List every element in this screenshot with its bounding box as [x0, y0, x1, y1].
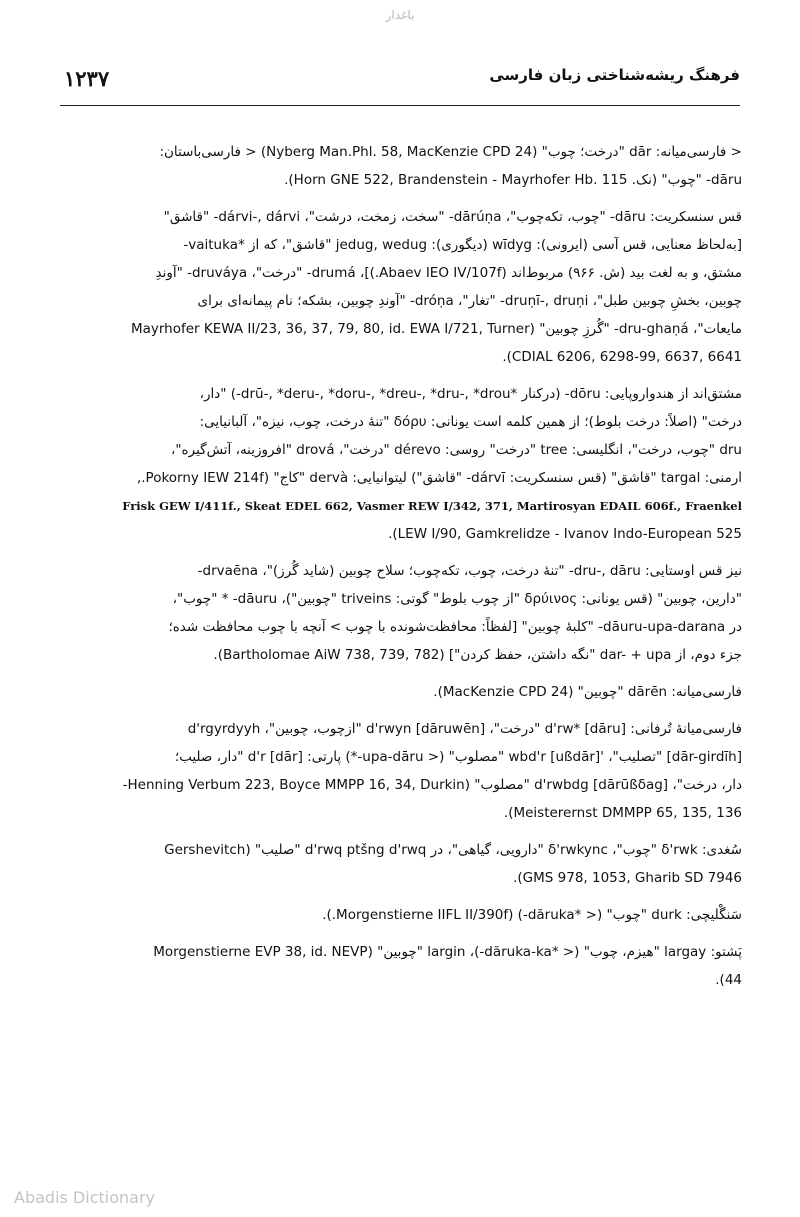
entry-line: ارمنی: targal "قاشق" (قس سنسکریت: dárvī- "قاشق") لیتوانیایی: dervà "کاج" (Pokorny IEW 214f.,: [136, 470, 742, 486]
entry-line: مایعات"، dru-ghaṇá- "گُرزِ چوبین" (Mayrhofer KEWA II/23, 36, 37, 79, 80, id. EWA I/721, Turner: [130, 321, 742, 337]
entry-line: فارسی‌میانه: dārēn "چوبین" (MacKenzie CPD 24).: [433, 684, 742, 700]
entry-line: LEW I/90, Gamkrelidze - Ivanov Indo-European 525).: [388, 526, 742, 542]
entry-line: مشتق‌اند از هندواروپایی: dōru- (درکنار *drū-, *deru-, *doru-, *dreu-, *dru-, *drou-) "دار،: [199, 386, 742, 402]
entry-line: نیز قس اوستایی: dru-, dāru- "تنهٔ درخت، چوب، تکه‌چوب؛ سلاح چوبین (شاید گُرز)"، drvaēna-: [197, 563, 742, 579]
entry-line: [dār-girdīh] "تصلیب"، 'wbd'r [ußdār] "مصلوب" (< upa-dāru-*) پارتی: d'r [dār] "دار، صلیب؛: [174, 749, 742, 765]
entry-line: CDIAL 6206, 6298-99, 6637, 6641).: [502, 349, 742, 365]
entry-line: < فارسی‌میانه: dār "درخت؛ چوب" (Nyberg Man.Phl. 58, MacKenzie CPD 24) < فارسی‌باستان:: [159, 144, 742, 160]
entry-line: جزء دوم، از dar- + upa "نگه داشتن، حفظ کردن"] (Bartholomae AiW 738, 739, 782).: [213, 647, 742, 663]
entry-line: پَشتو: largay "هیزم، چوب" (< *dăruka-ka-)، largin "چوبین" (Morgenstierne EVP 38, id. NEVP: [153, 944, 742, 960]
entry-line: قس سنسکریت: dāru- "چوب، تکه‌چوب"، dārúṇa- "سخت، زمخت، درشت"، dárvi-, dárvi- "قاشق": [163, 209, 742, 225]
entry-line: مشتق، و به لغت بید (ش. ۹۶۶) مربوط‌اند (Abaev IEO IV/107f.)]، drumá- "درخت"، druváya- "آوندِ: [155, 265, 742, 281]
watermark-top: باغدار: [385, 8, 415, 22]
entry-line: Meisterernst DMMPP 65, 135, 136).: [503, 805, 742, 821]
entry-line: GMS 978, 1053, Gharib SD 7946).: [513, 870, 742, 886]
entry-line: "دارین، چوبین" (قس یونانی: δρύινος "از چوب بلوط" گوتی: triveins "چوبین")، dāuru- * "چوب"،: [172, 591, 742, 607]
running-title: فرهنگ ریشه‌شناختی زبان فارسی: [489, 66, 740, 84]
entry-line: در dāuru-upa-darana- "کلبهٔ چوبین" [لفظاً: محافظت‌شونده با چوب > آنچه با چوب محافظت شده؛: [168, 619, 742, 635]
entry-line: [به‌لحاظ معنایی، قس آسی (ایرونی): wīdyg (دیگوری): jedug, wedug "قاشق"، که از *vaituka-: [183, 237, 742, 253]
entry-line: dru "چوب، درخت"، انگلیسی: tree "درخت" روسی: dérevo "درخت"، drová "افروزینه، آتش‌گیره"،: [170, 442, 742, 458]
entry-line: چوبین، بخشِ چوبین طبل"، druṇī-, druṇi- "تغار"، dróṇa- "آوندِ چوبین، بشکه؛ نام پیمانه‌ای برای: [197, 293, 742, 309]
entry-line: درخت" (اصلاً: درخت بلوط)؛ از همین کلمه است یونانی: δόρυ "تنهٔ درخت، چوب، نیزه"، آلبانیایی:: [199, 414, 742, 430]
entry-line: سَنگْلیچی: durk "چوب" (< *dăruka-) (Morgenstierne IIFL II/390f.).: [322, 907, 742, 923]
page-number: ۱۲۳۷: [64, 66, 110, 91]
entry-line: Frisk GEW I/411f., Skeat EDEL 662, Vasmer REW I/342, 371, Martirosyan EDAIL 606f., Fraenkel: [122, 499, 742, 513]
entry-body: [62, 138, 742, 994]
entry-line: 44).: [715, 972, 742, 988]
entry-line: سُغدی: δ'rwk "چوب"، δ'rwkync "دارویی، گیاهی"، در d'rwq ptšng d'rwq "صلیب" (Gershevitch: [164, 842, 742, 858]
entry-line: فارسی‌میانهٔ تُرفانی: d'rw* [dāru] "درخت"، d'rwyn [dāruwēn] "ازچوب، چوبین"، d'rgyrdyyh: [187, 721, 742, 737]
entry-line: dāru- "چوب" (نک. Horn GNE 522, Brandenstein - Mayrhofer Hb. 115).: [284, 172, 742, 188]
header-rule: [60, 105, 740, 106]
entry-line: دار، درخت"، d'rwbdg [dārūßδag] "مصلوب" (Henning Verbum 223, Boyce MMPP 16, 34, Durkin-: [122, 777, 742, 793]
watermark-bottom: Abadis Dictionary: [14, 1188, 155, 1207]
